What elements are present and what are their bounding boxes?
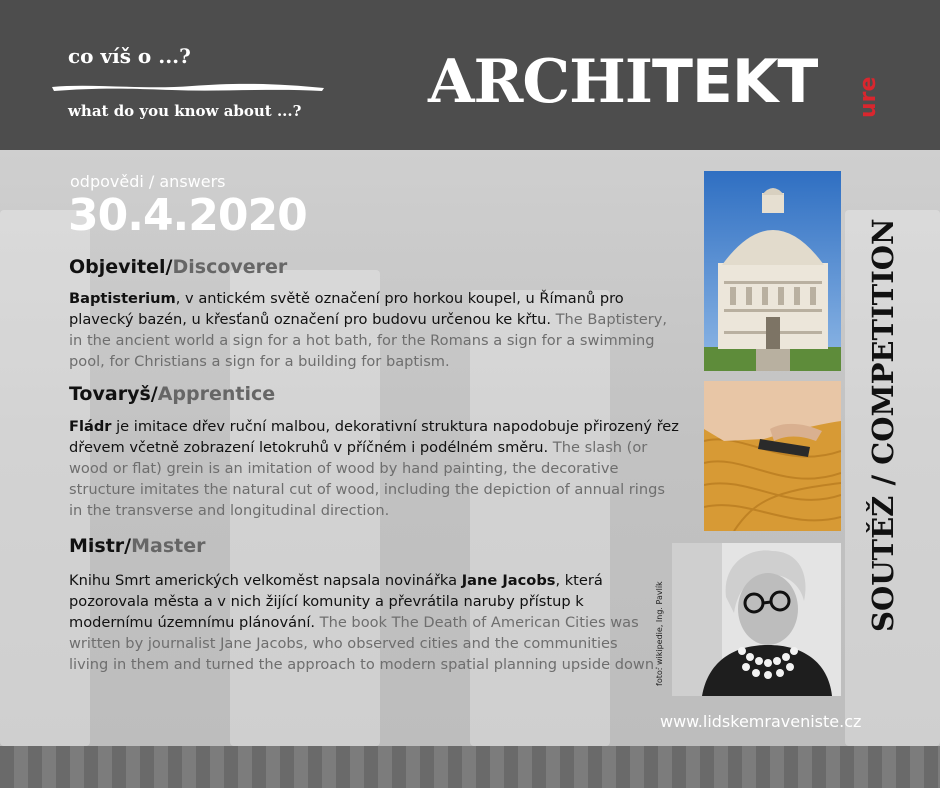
answer-text-cz: , v antickém světě označení pro horkou koupel, u Římanů pro plavecký bazén, u křesťanů označení pro budovu určenou ke křtu. bbox=[69, 290, 624, 328]
heading-en: Discoverer bbox=[172, 256, 288, 278]
jane-jacobs-photo bbox=[672, 543, 841, 696]
column-base-strip bbox=[0, 746, 940, 788]
heading-master bbox=[69, 535, 206, 557]
header-bar bbox=[0, 0, 940, 150]
answer-text-cz: Knihu Smrt amerických velkoměst napsala novinářka bbox=[69, 572, 462, 589]
answer-keyword: Baptisterium bbox=[69, 290, 176, 307]
brush-stroke-divider bbox=[52, 78, 324, 96]
competition-text: SOUTĚŽ / COMPETITION bbox=[866, 218, 900, 632]
answer-text-cz: , která pozorovala města a v nich žijící komunity a převrátila naruby přístup k modernímu územnímu plánování. bbox=[69, 572, 603, 631]
heading-en: Master bbox=[131, 535, 206, 557]
answer-master bbox=[69, 570, 659, 675]
answer-apprentice bbox=[69, 416, 681, 521]
answer-text-en: The Baptistery, in the ancient world a sign for a hot bath, for the Romans a sign for a swimming pool, for Christians a sign for a building for baptism. bbox=[69, 311, 667, 370]
answer-discoverer bbox=[69, 288, 669, 372]
tagline-cz: co víš o ...? bbox=[68, 44, 191, 68]
baptistery-photo bbox=[704, 171, 841, 371]
logo-suffix bbox=[856, 62, 906, 118]
answer-keyword: Fládr bbox=[69, 418, 112, 435]
answer-text-en: The book The Death of American Cities was written by journalist Jane Jacobs, who observed cities and the communities living in them and turned the approach to modern spatial planning upside down. bbox=[69, 614, 659, 673]
heading-apprentice bbox=[69, 383, 275, 405]
logo-suffix-text: ure bbox=[856, 76, 881, 118]
heading-cz: Mistr/ bbox=[69, 535, 132, 557]
answers-label: odpovědi / answers bbox=[70, 172, 226, 191]
competition-label bbox=[862, 194, 906, 634]
answer-text-en: The slash (or wood or flat) grein is an imitation of wood by hand painting, the decorative structure imitates the natural cut of wood, including the depiction of annual rings in the transverse and longitudinal direction. bbox=[69, 439, 665, 519]
website-link[interactable]: www.lidskemraveniste.cz bbox=[660, 712, 862, 731]
answers-date: 30.4.2020 bbox=[68, 190, 307, 241]
photo-credit-text: foto: wikipedie, Ing. Pavlík bbox=[655, 581, 664, 686]
answer-keyword: Jane Jacobs bbox=[461, 572, 556, 589]
photo-credit bbox=[655, 581, 673, 690]
logo-part-tekt: TEKT bbox=[651, 47, 818, 117]
architekture-logo bbox=[428, 47, 818, 117]
heading-cz: Tovaryš/ bbox=[69, 383, 158, 405]
answer-text-cz: je imitace dřev ruční malbou, dekorativní struktura napodobuje přirozený řez dřevem včetně zobrazení letokruhů v příčném i podélném směru. bbox=[69, 418, 679, 456]
logo-part-archi: ARCHI bbox=[428, 47, 652, 117]
heading-en: Apprentice bbox=[157, 383, 276, 405]
wood-grain-photo bbox=[704, 381, 841, 531]
tagline-en: what do you know about ...? bbox=[68, 102, 302, 120]
heading-discoverer bbox=[69, 256, 287, 278]
heading-cz: Objevitel/ bbox=[69, 256, 173, 278]
